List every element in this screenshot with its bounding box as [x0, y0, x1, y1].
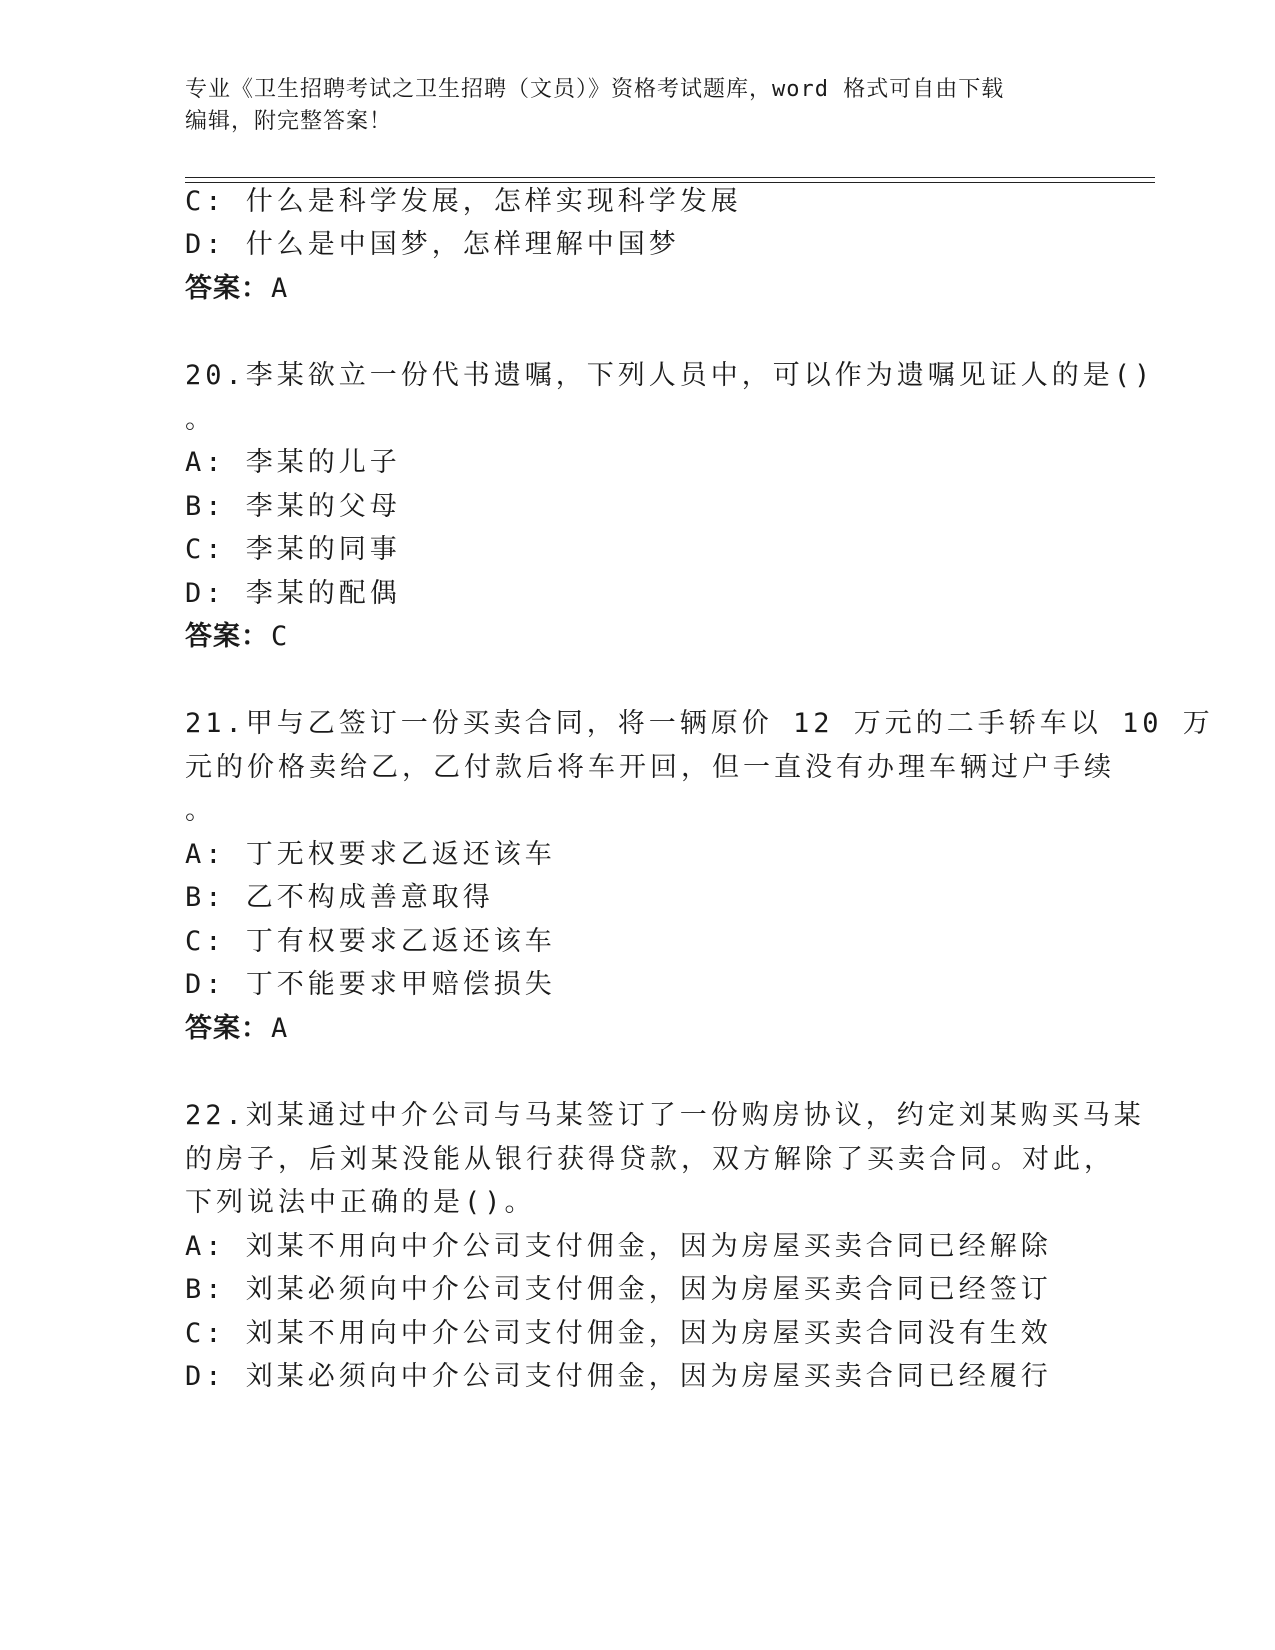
question-20-answer — [185, 621, 288, 653]
question-22-option-a: A: 刘某不用向中介公司支付佣金，因为房屋买卖合同已经解除 — [185, 1231, 1052, 1262]
question-21-stem-line-3: 。 — [185, 795, 216, 826]
question-20-option-d: D: 李某的配偶 — [185, 578, 401, 609]
answer-value: A — [271, 273, 289, 304]
answer-label: 答案： — [185, 621, 269, 652]
prev-option-d: D: 什么是中国梦，怎样理解中国梦 — [185, 229, 680, 260]
document-header — [185, 74, 1085, 138]
header-line-2: 编辑，附完整答案！ — [185, 109, 393, 134]
question-22-stem-line-2: 的房子，后刘某没能从银行获得贷款，双方解除了买卖合同。对此， — [185, 1144, 1115, 1175]
question-21-option-c: C: 丁有权要求乙返还该车 — [185, 926, 556, 957]
question-22-stem-line-3: 下列说法中正确的是()。 — [185, 1187, 536, 1218]
question-22-option-d: D: 刘某必须向中介公司支付佣金，因为房屋买卖合同已经履行 — [185, 1361, 1052, 1392]
answer-label: 答案： — [185, 1013, 269, 1044]
question-20-option-b: B: 李某的父母 — [185, 491, 401, 522]
question-22-stem-line-1: 22.刘某通过中介公司与马某签订了一份购房协议，约定刘某购买马某 — [185, 1100, 1145, 1131]
header-divider-top — [185, 177, 1155, 178]
question-21-option-a: A: 丁无权要求乙返还该车 — [185, 839, 556, 870]
prev-option-c: C: 什么是科学发展，怎样实现科学发展 — [185, 186, 742, 217]
header-line-1: 专业《卫生招聘考试之卫生招聘（文员）》资格考试题库，word 格式可自由下载 — [185, 77, 1005, 102]
question-20-stem-line-1: 20.李某欲立一份代书遗嘱，下列人员中，可以作为遗嘱见证人的是() — [185, 360, 1155, 391]
question-22-option-b: B: 刘某必须向中介公司支付佣金，因为房屋买卖合同已经签订 — [185, 1274, 1052, 1305]
answer-value: C — [271, 621, 289, 652]
question-22-option-c: C: 刘某不用向中介公司支付佣金，因为房屋买卖合同没有生效 — [185, 1318, 1052, 1349]
question-21-option-d: D: 丁不能要求甲赔偿损失 — [185, 969, 556, 1000]
question-20-option-a: A: 李某的儿子 — [185, 447, 401, 478]
question-21-stem-line-1: 21.甲与乙签订一份买卖合同，将一辆原价 12 万元的二手轿车以 10 万 — [185, 708, 1214, 739]
question-21-stem-line-2: 元的价格卖给乙，乙付款后将车开回，但一直没有办理车辆过户手续 — [185, 752, 1115, 783]
question-21-answer — [185, 1013, 288, 1045]
prev-answer — [185, 273, 288, 305]
question-20-stem-line-2: 。 — [185, 404, 216, 435]
header-divider-bottom — [185, 182, 1155, 183]
question-20-option-c: C: 李某的同事 — [185, 534, 401, 565]
answer-label: 答案： — [185, 273, 269, 304]
question-21-option-b: B: 乙不构成善意取得 — [185, 882, 494, 913]
answer-value: A — [271, 1013, 289, 1044]
